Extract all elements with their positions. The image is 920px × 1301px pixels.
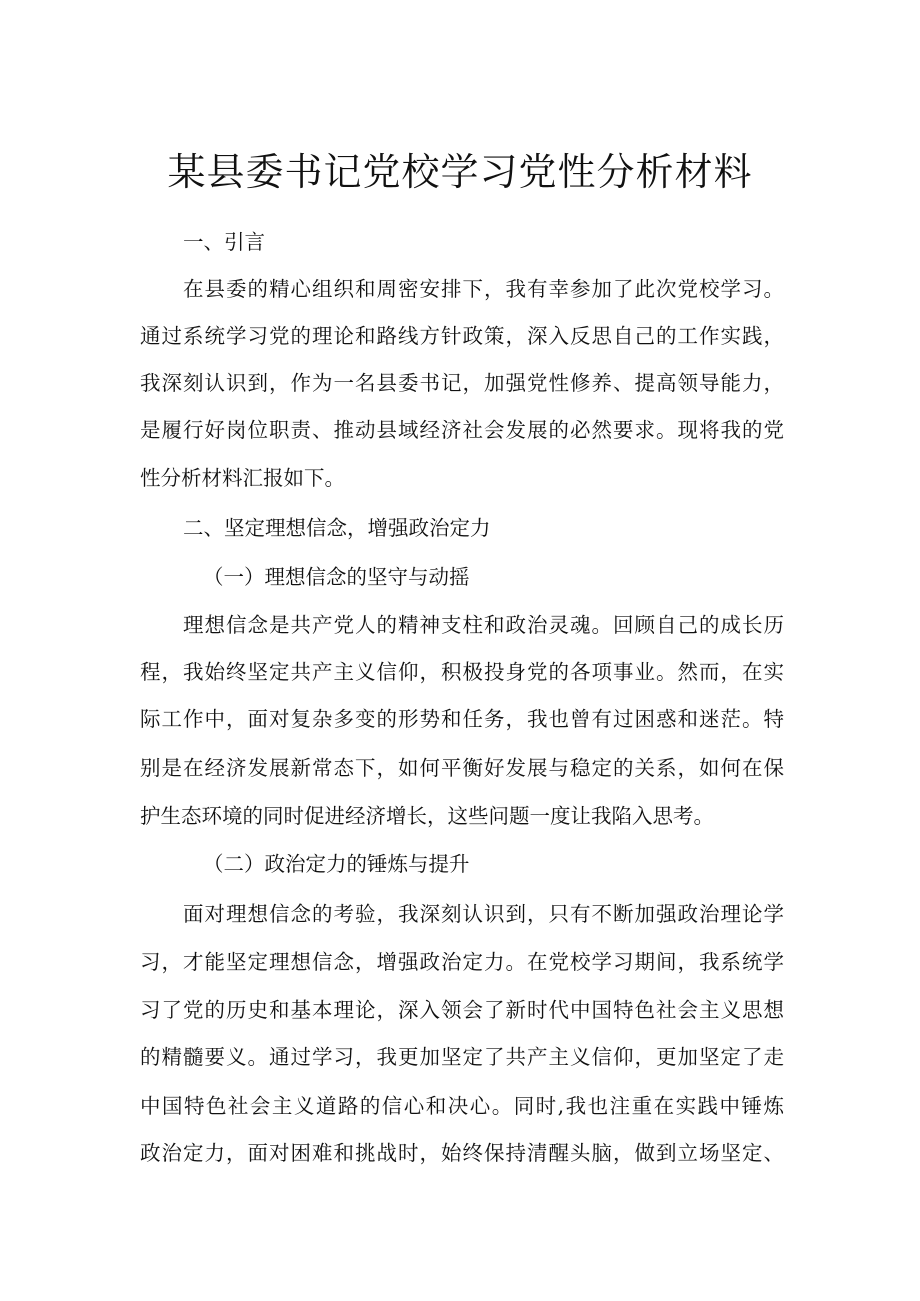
paragraph-line: 面对理想信念的考验，我深刻认识到，只有不断加强政治理论学 xyxy=(183,902,784,926)
paragraph-line: 的精髓要义。通过学习，我更加坚定了共产主义信仰，更加坚定了走 xyxy=(140,1045,784,1069)
paragraph-line: 通过系统学习党的理论和路线方针政策，深入反思自己的工作实践， xyxy=(140,324,784,348)
section-heading-intro: 一、引言 xyxy=(183,230,265,254)
paragraph-line: 际工作中，面对复杂多变的形势和任务，我也曾有过困惑和迷茫。特 xyxy=(140,707,784,731)
paragraph-line: 习了党的历史和基本理论，深入领会了新时代中国特色社会主义思想 xyxy=(140,998,784,1022)
paragraph-line: 政治定力，面对困难和挑战时，始终保持清醒头脑，做到立场坚定、 xyxy=(140,1141,784,1165)
paragraph-line: 别是在经济发展新常态下，如何平衡好发展与稳定的关系，如何在保 xyxy=(140,756,784,780)
section-heading-two: 二、坚定理想信念，增强政治定力 xyxy=(183,516,491,540)
document-title: 某县委书记党校学习党性分析材料 xyxy=(167,150,753,194)
paragraph-line: 是履行好岗位职责、推动县域经济社会发展的必然要求。现将我的党 xyxy=(140,418,784,442)
paragraph-line: 程，我始终坚定共产主义信仰，积极投身党的各项事业。然而，在实 xyxy=(140,660,784,684)
paragraph-line: 习，才能坚定理想信念，增强政治定力。在党校学习期间，我系统学 xyxy=(140,950,784,974)
paragraph-line: 理想信念是共产党人的精神支柱和政治灵魂。回顾自己的成长历 xyxy=(183,613,784,637)
subsection-heading-one: （一）理想信念的坚守与动摇 xyxy=(203,565,470,589)
paragraph-line: 护生态环境的同时促进经济增长，这些问题一度让我陷入思考。 xyxy=(140,804,714,828)
paragraph-line: 我深刻认识到，作为一名县委书记，加强党性修养、提高领导能力， xyxy=(140,371,784,395)
paragraph-line: 在县委的精心组织和周密安排下，我有幸参加了此次党校学习。 xyxy=(183,277,784,301)
paragraph-line: 中国特色社会主义道路的信心和决心。同时,我也注重在实践中锤炼 xyxy=(140,1094,784,1118)
subsection-heading-two: （二）政治定力的锤炼与提升 xyxy=(203,852,470,876)
paragraph-line: 性分析材料汇报如下。 xyxy=(140,466,345,490)
